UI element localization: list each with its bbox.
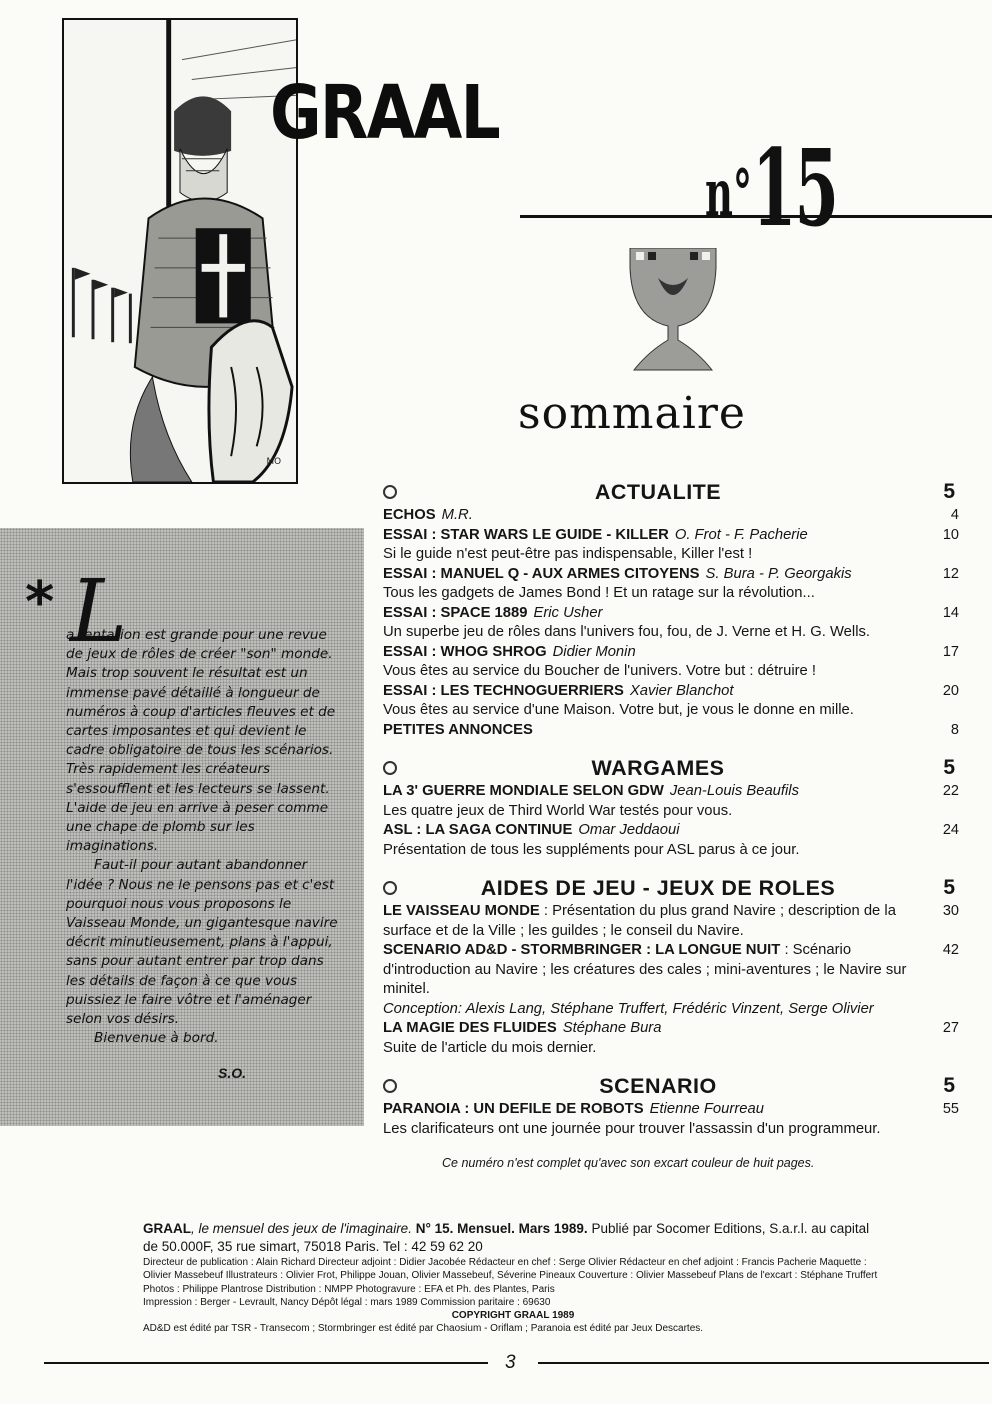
colophon-tagline: , le mensuel des jeux de l'imaginaire. — [191, 1221, 412, 1236]
toc-entry — [383, 821, 963, 860]
grail-icon — [628, 248, 718, 372]
entry-title: ASL : LA SAGA CONTINUE — [383, 822, 573, 838]
colophon-staff: Directeur de publication : Alain Richard Directeur adjoint : Didier Jacobée Rédacteur en chef : Serge Olivier Rédacteur en chef adjoint : Francis Pacherie Maquette : Olivier Massebeuf Illustrateurs : Olivier Frot, Philippe Jouan, Olivier Massebeuf, Séverine Pineaux Couverture : Olivier Massebeuf Plans de l'excart : Stéphane Truffert Photos : Philippe Plantrose Distribution : NMPP Photogravure : EFA et Ph. des Plantes, Paris — [143, 1257, 878, 1295]
entry-page: 20 — [942, 682, 959, 699]
entry-title: SCENARIO AD&D - STORMBRINGER : LA LONGUE NUIT — [383, 942, 781, 958]
entry-title: PETITES ANNONCES — [383, 721, 533, 738]
entry-page: 10 — [942, 526, 959, 543]
entry-author: Xavier Blanchot — [629, 682, 734, 699]
editorial-signature: S.O. — [218, 1065, 247, 1081]
entry-description: Vous êtes au service du Boucher de l'univers. Votre but : détruire ! — [383, 663, 817, 679]
section-scenario — [383, 1072, 963, 1139]
complete-note: Ce numéro n'est complet qu'avec son excart couleur de huit pages. — [442, 1156, 815, 1170]
entry-title: ESSAI : STAR WARS LE GUIDE - KILLER — [383, 526, 669, 543]
entry-page: 55 — [942, 1101, 959, 1117]
colophon-trademarks: AD&D est édité par TSR - Transecom ; Stormbringer est édité par Chaosium - Oriflam ; Paranoia est édité par Jeux Descartes. — [143, 1323, 704, 1335]
entry-credit: Conception: Alexis Lang, Stéphane Truffert, Frédéric Vinzent, Serge Olivier — [383, 1000, 874, 1017]
colophon-publisher: Publié par Socomer Editions, S.a.r.l. au capital de 50.000F, 35 rue simart, 75018 Paris. Tel : 42 59 62 20 — [143, 1221, 870, 1254]
entry-page: 8 — [950, 721, 959, 738]
entry-page: 22 — [942, 783, 959, 799]
entry-author: M.R. — [441, 507, 473, 523]
entry-author: O. Frot - F. Pacherie — [674, 526, 808, 543]
editorial-paragraph: Bienvenue à bord. — [94, 1030, 219, 1047]
cover-illustration — [62, 18, 298, 484]
entry-title: PARANOIA : UN DEFILE DE ROBOTS — [383, 1101, 644, 1117]
toc-entry — [383, 902, 963, 941]
section-actualite — [383, 478, 963, 740]
entry-description: Suite de l'article du mois dernier. — [383, 1039, 597, 1056]
entry-description: Si le guide n'est peut-être pas indispensable, Killer l'est ! — [383, 546, 753, 562]
table-of-contents — [383, 478, 963, 1139]
entry-page: 42 — [942, 942, 959, 958]
entry-author: Stéphane Bura — [562, 1020, 662, 1036]
section-title: ACTUALITE — [594, 479, 722, 504]
entry-page: 12 — [942, 565, 959, 582]
toc-entry — [383, 526, 963, 565]
section-wargames — [383, 754, 963, 860]
toc-entry — [383, 565, 963, 604]
editorial-text — [66, 626, 344, 1048]
entry-title: LA 3' GUERRE MONDIALE SELON GDW — [383, 783, 664, 799]
entry-author: Eric Usher — [533, 604, 603, 621]
entry-page: 14 — [942, 604, 959, 621]
entry-author: Omar Jeddaoui — [578, 822, 680, 838]
entry-description: : Scénario d'introduction au Navire ; les créatures des cales ; mini-aventures ; le Navire sur minitel. — [383, 942, 907, 997]
toc-entry — [383, 941, 963, 1019]
entry-description: Vous êtes au service d'une Maison. Votre but, je vous le donne en mille. — [383, 702, 854, 718]
colophon-printing: Impression : Berger - Levrault, Nancy Dépôt légal : mars 1989 Commission paritaire : 69630 — [143, 1296, 551, 1308]
entry-description: Tous les gadgets de James Bond ! Et un ratage sur la révolution... — [383, 585, 815, 601]
sommaire-heading: sommaire — [518, 388, 746, 439]
editorial-dropcap: L — [70, 562, 128, 662]
section-title: AIDES DE JEU - JEUX DE ROLES — [480, 875, 836, 900]
entry-title: LE VAISSEAU MONDE — [383, 903, 540, 919]
section-count: 5 — [943, 480, 955, 503]
section-count: 5 — [943, 756, 955, 779]
editorial-paragraph: a tentation est grande pour une revue de jeux de rôles de créer "son" monde. Mais trop souvent le résultat est un immense pavé détaillé à longueur de numéros à coup d'articles fleuves et de cartes imposantes et qui devient le cadre obligatoire de tous les scénarios. Très rapidement les créateurs s'essoufflent et les lecteurs se lassent. L'aide de jeu en arrive à peser comme une chape de plomb sur les imaginations. — [66, 627, 336, 855]
asterisk-icon: * — [25, 570, 55, 635]
entry-description: Les quatre jeux de Third World War testés pour vous. — [383, 802, 733, 819]
toc-entry — [383, 1019, 963, 1058]
toc-entry — [383, 604, 963, 643]
entry-title: ESSAI : MANUEL Q - AUX ARMES CITOYENS — [383, 565, 700, 582]
toc-entry — [383, 506, 963, 526]
issue-value: 15 — [752, 125, 838, 250]
entry-author: Jean-Louis Beaufils — [669, 783, 799, 799]
entry-page: 30 — [942, 903, 959, 919]
colophon-name: GRAAL — [143, 1221, 191, 1236]
footer-rule-right — [538, 1362, 989, 1364]
entry-author: Didier Monin — [552, 643, 636, 660]
svg-text:MO: MO — [266, 457, 282, 468]
entry-author: Etienne Fourreau — [649, 1101, 764, 1117]
section-count: 5 — [943, 876, 955, 899]
colophon-issue: N° 15. Mensuel. Mars 1989. — [411, 1221, 588, 1236]
section-aides-de-jeu — [383, 874, 963, 1058]
entry-page: 24 — [942, 822, 959, 838]
toc-entry — [383, 721, 963, 741]
entry-title: ESSAI : WHOG SHROG — [383, 643, 547, 660]
colophon-lead — [143, 1220, 883, 1256]
entry-page: 27 — [942, 1020, 959, 1036]
toc-entry — [383, 1100, 963, 1139]
issue-number — [705, 125, 837, 250]
colophon-copyright: COPYRIGHT GRAAL 1989 — [451, 1310, 575, 1322]
entry-title: ECHOS — [383, 507, 436, 523]
issue-prefix: n° — [705, 156, 753, 231]
magazine-logo: GRAAL — [270, 70, 500, 156]
colophon — [143, 1220, 883, 1336]
section-count: 5 — [943, 1074, 955, 1097]
entry-title: ESSAI : SPACE 1889 — [383, 604, 528, 621]
entry-page: 17 — [942, 643, 959, 660]
entry-title: LA MAGIE DES FLUIDES — [383, 1020, 557, 1036]
footer-rule-left — [44, 1362, 488, 1364]
entry-title: ESSAI : LES TECHNOGUERRIERS — [383, 682, 624, 699]
editorial-paragraph: Faut-il pour autant abandonner l'idée ? Nous ne le pensons pas et c'est pourquoi nous vous proposons le Vaisseau Monde, un gigantesque navire décrit minutieusement, plans à l'appui, sans pour autant entrer par trop dans les détails de façon à ce que vous puissiez le faire vôtre et l'aménager selon vos désirs. — [66, 857, 338, 1028]
toc-entry — [383, 782, 963, 821]
entry-description: Un superbe jeu de rôles dans l'univers fou, fou, de J. Verne et H. G. Wells. — [383, 624, 870, 640]
entry-description: : Présentation du plus grand Navire ; description de la surface et de la Ville ; les guildes ; le conseil du Navire. — [383, 903, 896, 939]
entry-author: S. Bura - P. Georgakis — [705, 565, 852, 582]
page-number: 3 — [505, 1352, 516, 1373]
entry-description: Les clarificateurs ont une journée pour trouver l'assassin d'un programmeur. — [383, 1120, 881, 1137]
entry-page: 4 — [950, 507, 959, 523]
knight-illustration — [64, 20, 296, 482]
toc-entry — [383, 682, 963, 721]
toc-entry — [383, 643, 963, 682]
section-title: SCENARIO — [599, 1073, 717, 1098]
entry-description: Présentation de tous les suppléments pour ASL parus à ce jour. — [383, 841, 800, 858]
section-title: WARGAMES — [591, 755, 725, 780]
